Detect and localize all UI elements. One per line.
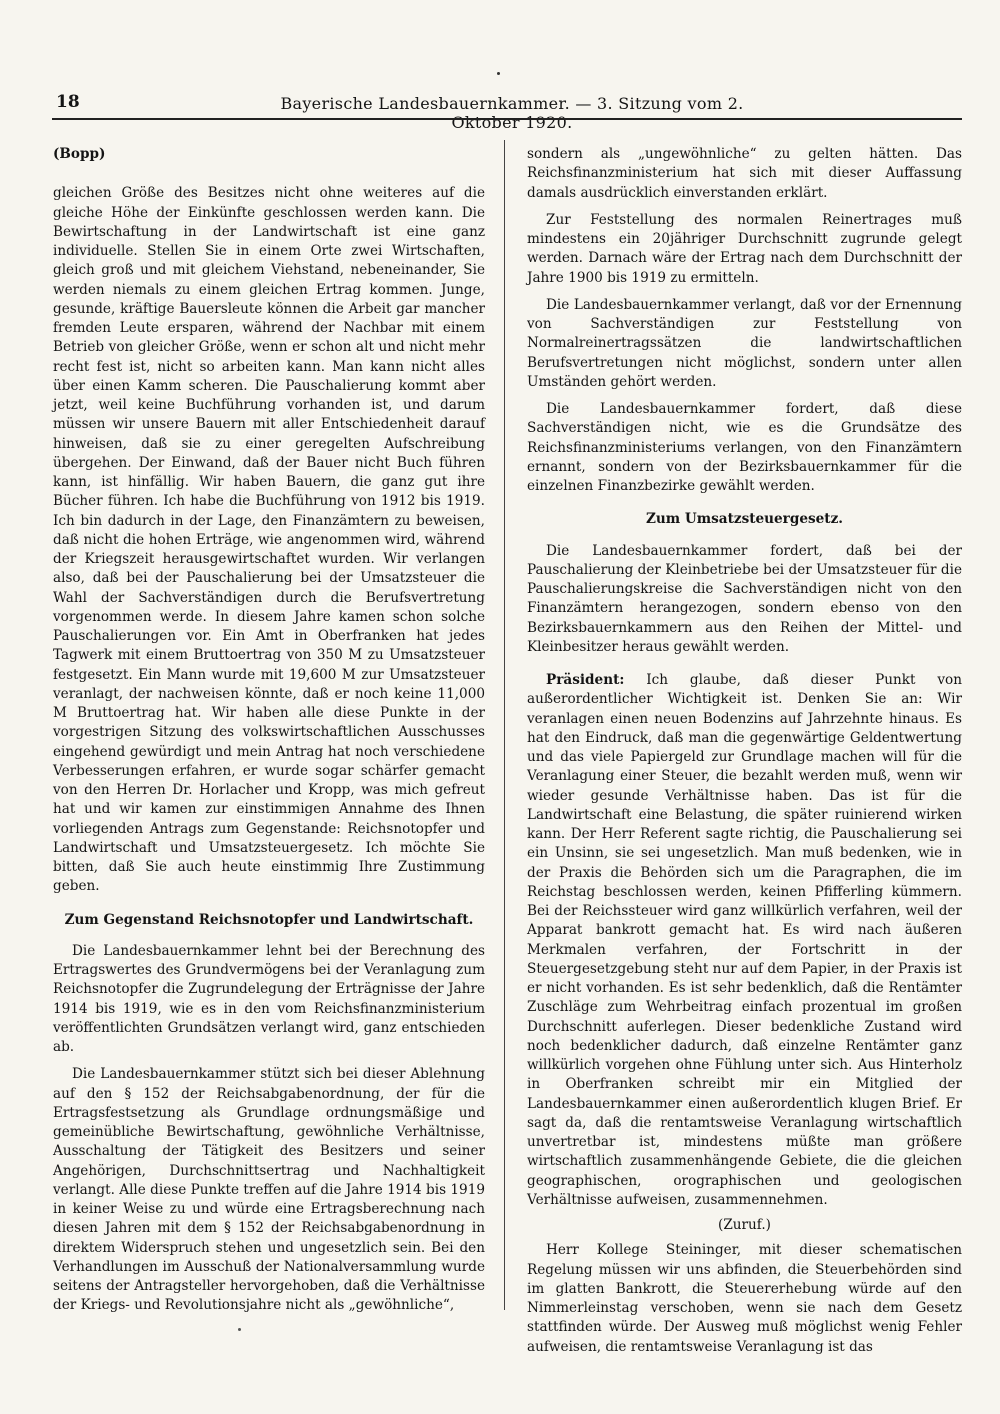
- paragraph: gleichen Größe des Besitzes nicht ohne weiteres auf die gleiche Höhe der Einkünfte geschlossen werden kann. Die Bewirtschaftung in der Landwirtschaft ist eine ganz individuelle. Stellen Sie in einem Orte zwei Wirtschaften, gleich groß und mit gleichem Viehstand, nebeneinander, Sie werden niemals zu einem gleichen Ertrag kommen. Junge, gesunde, kräftige Bauersleute können die Arbeit gar mancher fremden Leute ersparen, während der Nachbar mit einem Betrieb von gleicher Größe, wenn er schon alt und nicht mehr recht fest ist, nicht so arbeiten kann. Man kann nicht alles über einen Kamm scheren. Die Pauschalierung kommt aber jetzt, weil keine Buchführung vorhanden ist, und darum müssen wir unsere Bauern mit aller Entschiedenheit darauf hinweisen, daß sie zu einer geregelten Aufschreibung übergehen. Der Einwand, daß der Bauer nicht Buch führen kann, ist hinfällig. Wir haben Bauern, die ganz gut ihre Bücher führen. Ich habe die Buchführung von 1912 bis 1919. Ich bin dadurch in der Lage, den Finanzämtern zu beweisen, daß nicht die hohen Erträge, wie angenommen wird, während der Kriegszeit herausgewirtschaftet wurden. Wir verlangen also, daß bei der Pauschalierung bei der Umsatzsteuer die Wahl der Sachverständigen durch die Berufsvertretung vorgenommen werde. In diesem Jahre kamen schon solche Pauschalierungen vor. Ein Amt in Oberfranken hat jedes Tagwerk mit einem Bruttoertrag von 350 M zu Umsatzsteuer festgesetzt. Ein Mann wurde mit 19,600 M zur Umsatzsteuer veranlagt, der nachweisen könnte, daß er noch keine 11,000 M Bruttoertrag hat. Wir haben alle diese Punkte in der vorgestrigen Sitzung des volkswirtschaftlichen Ausschusses eingehend gewürdigt und mein Antrag hat noch verschiedene Verbesserungen erfahren, er wurde sogar schärfer gemacht von den Herren Dr. Horlacher und Kropp, was mich gefreut hat und wir kamen zur einstimmigen Annahme des Ihnen vorliegenden Antrags zum Gegenstande: Reichsnotopfer und Landwirtschaft und Umsatzsteuergesetz. Ich möchte Sie bitten, daß Sie auch heute einstimmig Ihre Zustimmung geben.: [53, 185, 485, 895]
- section-heading: Zum Umsatzsteuergesetz.: [645, 511, 844, 528]
- running-title: Bayerische Landesbauernkammer. — 3. Sitzung vom 2. Oktober 1920.: [280, 94, 744, 132]
- right-column: [527, 145, 962, 1357]
- page-number: 18: [56, 92, 80, 112]
- column-divider: [504, 140, 505, 1310]
- paragraph: Die Landesbauernkammer lehnt bei der Berechnung des Ertragswertes des Grundvermögens bei der Veranlagung zum Reichsnotopfer die Zugrundelegung der Erträgnisse der Jahre 1914 bis 1919, wie es in den vom Reichsfinanzministerium veröffentlichten Grundsätzen verlangt wird, ganz entschieden ab.: [53, 942, 485, 1055]
- header-rule: [52, 118, 962, 120]
- speaker-label: Präsident:: [546, 672, 625, 688]
- page-header: [52, 92, 962, 132]
- section-heading: Zum Gegenstand Reichsnotopfer und Landwirtschaft.: [64, 911, 474, 928]
- speaker-name: (Bopp): [53, 146, 106, 162]
- paragraph: Die Landesbauernkammer stützt sich bei dieser Ablehnung auf den § 152 der Reichsabgabenordnung, der für die Ertragsfestsetzung als Grundlage ordnungsmäßige und gemeinübliche Bewirtschaftung, gewöhnliche Verhältnisse, Ausschaltung der Tätigkeit des Besitzers und seiner Angehörigen, Durchschnittsertrag und Nachhaltigkeit verlangt. Alle diese Punkte treffen auf die Jahre 1914 bis 1919 in keiner Weise zu und würde eine Ertragsberechnung nach diesen Jahren mit dem § 152 der Reichsabgabenordnung in direktem Widerspruch stehen und ungesetzlich sein. Bei den Verhandlungen im Ausschuß der Nationalversammlung wurde seitens der Antragsteller hervorgehoben, daß die Verhältnisse der Kriegs- und Revolutionsjahre nicht als „gewöhnliche“,: [53, 1066, 485, 1314]
- paragraph: Die Landesbauernkammer verlangt, daß vor der Ernennung von Sachverständigen zur Feststellung von Normalreinertragssätzen die landwirtschaftlichen Berufsvertretungen nicht möglichst, sondern unter allen Umständen gehört werden.: [527, 296, 962, 390]
- ink-speck: [238, 1328, 241, 1331]
- speech-paragraph: [527, 671, 962, 1210]
- interjection: (Zuruf.): [718, 1217, 771, 1233]
- paragraph: Die Landesbauernkammer fordert, daß bei der Pauschalierung der Kleinbetriebe bei der Umsatzsteuer für die Pauschalierungskreise die Sachverständigen nicht von den Finanzämtern herangezogen, sondern ebenso von den Bezirksbauernkammern aus den Reihen der Mittel- und Kleinbesitzer heraus gewählt werden.: [527, 542, 962, 655]
- paragraph: Die Landesbauernkammer fordert, daß diese Sachverständigen nicht, wie es die Grundsätze des Reichsfinanzministeriums verlangen, von den Finanzämtern ernannt, sondern von der Bezirksbauernkammer für die einzelnen Finanzbezirke gewählt werden.: [527, 401, 962, 494]
- speech-text: Ich glaube, daß dieser Punkt von außerordentlicher Wichtigkeit ist. Denken Sie an: Wir veranlagen einen neuen Bodenzins auf Jahrzehnte hinaus. Es hat den Eindruck, daß man die gegenwärtige Geldentwertung und das viele Papiergeld zur Grundlage machen will für die Veranlagung einer Steuer, die bezahlt werden muß, wenn wir wieder gesunde Verhältnisse haben. Das ist für die Landwirtschaft eine Belastung, die später ruinierend wirken kann. Der Herr Referent sagte richtig, die Pauschalierung sei ein Unsinn, sie sei ungesetzlich. Man muß bedenken, wie in der Praxis die Behörden sich um die Paragraphen, die im Reichstag beschlossen werden, keinen Pfifferling kümmern. Bei der Reichssteuer wird ganz willkürlich verfahren, weil der Apparat bankrott gemacht hat. Es wird nach äußeren Merkmalen verfahren, der Fortschritt in der Steuergesetzgebung steht nur auf dem Papier, in der Praxis ist er nicht vorhanden. Es ist sehr bedenklich, daß die Rentämter Zuschläge zum Wehrbeitrag einfach prozentual im großen Durchschnitt auferlegen. Dieser bedenkliche Zustand wird noch bedenklicher dadurch, daß einzelne Rentämter ganz willkürlich vorgehen ohne Fühlung unter sich. Aus Hinterholz in Oberfranken schreibt mir ein Mitglied der Landesbauernkammer einen außerordentlich klugen Brief. Er sagt da, daß die rentamtsweise Veranlagung wirtschaftlich unvertretbar ist, mindestens müßte man größere wirtschaftlich zusammenhängende Gebiete, die die gleichen geographischen, orographischen und geologischen Verhältnisse aufweisen, zusammennehmen.: [527, 672, 962, 1208]
- left-column: [53, 145, 485, 1316]
- paragraph: sondern als „ungewöhnliche“ zu gelten hätten. Das Reichsfinanzministerium hat sich mit dieser Auffassung damals ausdrücklich einverstanden erklärt.: [527, 146, 962, 201]
- paragraph: Herr Kollege Steininger, mit dieser schematischen Regelung müssen wir uns abfinden, die Steuerbehörden sind im glatten Bankrott, die Steuererhebung würde auf den Nimmerleinstag verschoben, wenn sie nach dem Gesetz stattfinden würde. Der Ausweg muß möglichst wenig Fehler aufweisen, die rentamtsweise Veranlagung ist das: [527, 1242, 962, 1355]
- paragraph: Zur Feststellung des normalen Reinertrages muß mindestens ein 20jähriger Durchschnitt zugrunde gelegt werden. Darnach wäre der Ertrag nach dem Durchschnitt der Jahre 1900 bis 1919 zu ermitteln.: [527, 211, 962, 286]
- ink-speck: [497, 72, 500, 75]
